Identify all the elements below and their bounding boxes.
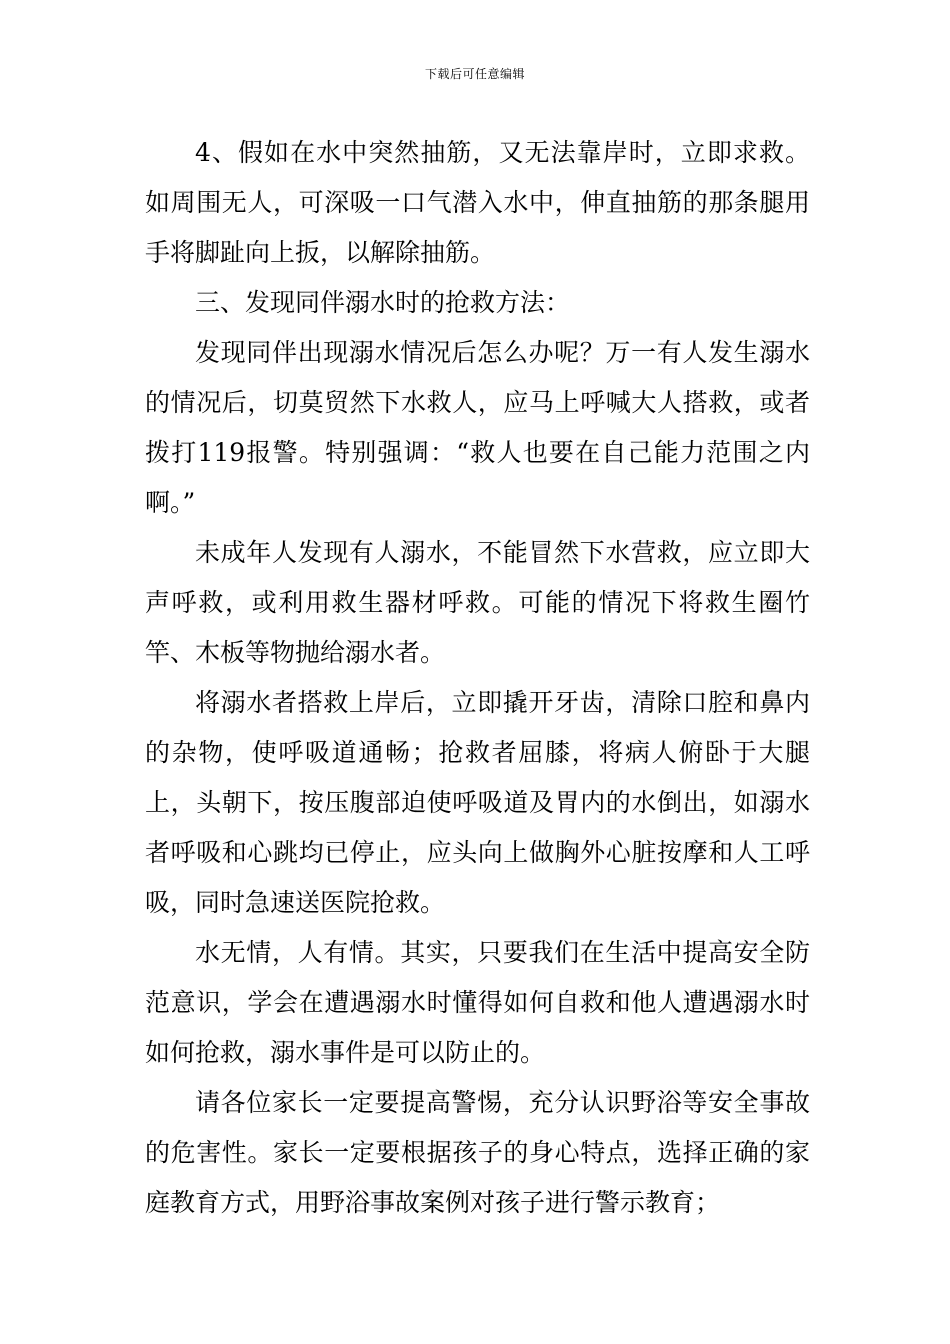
paragraph-minors-call-for-help: 未成年人发现有人溺水，不能冒然下水营救，应立即大声呼救，或利用救生器材呼救。可能的情况下将救生圈竹竿、木板等物抛给溺水者。 (145, 538, 810, 667)
document-body (145, 128, 810, 1228)
paragraph-what-to-do: 发现同伴出现溺水情况后怎么办呢？万一有人发生溺水的情况后，切莫贸然下水救人，应马上呼喊大人搭救，或者拨打119报警。特别强调：“救人也要在自己能力范围之内啊。” (145, 338, 810, 517)
paragraph-parents-advice: 请各位家长一定要提高警惕，充分认识野浴等安全事故的危害性。家长一定要根据孩子的身心特点，选择正确的家庭教育方式，用野浴事故案例对孩子进行警示教育； (145, 1088, 810, 1217)
section-heading-rescue-methods: 三、发现同伴溺水时的抢救方法： (195, 288, 571, 317)
page-header: 下载后可任意编辑 (424, 67, 525, 81)
paragraph-cramp-self-rescue: 4、假如在水中突然抽筋，又无法靠岸时，立即求救。如周围无人，可深吸一口气潜入水中，伸直抽筋的那条腿用手将脚趾向上扳，以解除抽筋。 (145, 138, 810, 267)
paragraph-first-aid: 将溺水者搭救上岸后，立即撬开牙齿，清除口腔和鼻内的杂物，使呼吸道通畅；抢救者屈膝，将病人俯卧于大腿上，头朝下，按压腹部迫使呼吸道及胃内的水倒出，如溺水者呼吸和心跳均已停止，应头向上做胸外心脏按摩和人工呼吸，同时急速送医院抢救。 (145, 688, 810, 917)
paragraph-prevention: 水无情，人有情。其实，只要我们在生活中提高安全防范意识，学会在遭遇溺水时懂得如何自救和他人遭遇溺水时如何抢救，溺水事件是可以防止的。 (145, 938, 810, 1067)
